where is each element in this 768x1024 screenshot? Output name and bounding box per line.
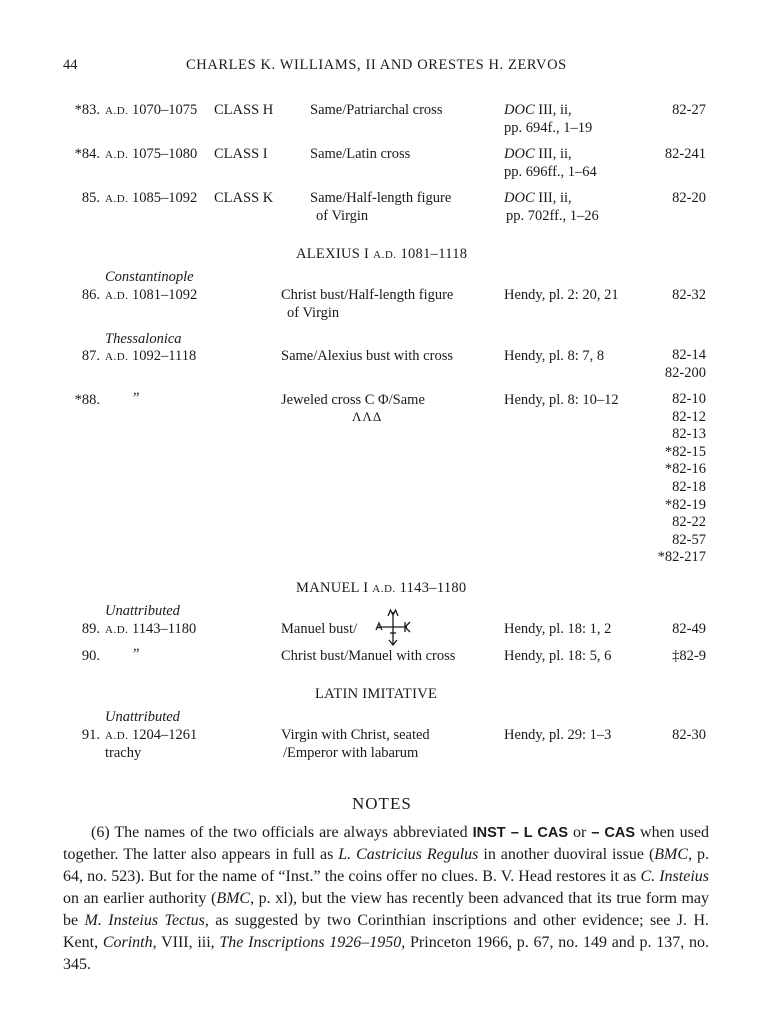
row-89-description: Manuel bust/ <box>281 621 358 637</box>
row-88-description: Jeweled cross C Φ/Same <box>281 392 425 408</box>
row-84-reference-pages: pp. 696ff., 1–64 <box>504 164 597 180</box>
catalog-entry: 82-12 <box>672 408 706 425</box>
row-83-class: CLASS H <box>214 102 274 118</box>
catalog-entry: 82-200 <box>664 364 706 381</box>
row-85-catalog: 82-20 <box>672 190 706 206</box>
row-91-date: A.D. 1204–1261 <box>105 727 198 743</box>
row-85-reference-pages: pp. 702ff., 1–26 <box>506 208 599 224</box>
row-87-description: Same/Alexius bust with cross <box>281 348 453 364</box>
row-91-description: Virgin with Christ, seated <box>281 727 430 743</box>
row-91-reference: Hendy, pl. 29: 1–3 <box>504 727 612 743</box>
row-91-number: 91. <box>81 727 100 743</box>
notes-title: NOTES <box>352 794 412 813</box>
catalog-entry: 82-10 <box>672 391 706 407</box>
note-paragraph: (6) The names of the two officials are always abbreviated INST – L CAS or – CAS when used together. The latter also appears in full as L. Castricius Regulus in another duoviral issue (BMC, p. 64, no. 523). But for the name of “Inst.” the coins offer no clues. B. V. Head restores it as C. Insteius on an earlier authority (BMC, p. xl), but the view has recently been advanced that its true form may be M. Insteius Tectus, as suggested by two Corinthian inscriptions and other evidence; see J. H. Kent, Corinth, VIII, iii, The Inscriptions 1926–1950, Princeton 1966, p. 67, no. 149 and p. 137, no. 345. <box>63 824 710 973</box>
mint-unattributed: Unattributed <box>105 709 180 725</box>
row-88-reference: Hendy, pl. 8: 10–12 <box>504 392 619 408</box>
row-85-date: A.D. 1085–1092 <box>105 190 198 206</box>
row-84-number: *84. <box>74 146 100 162</box>
row-88-catalog-list <box>650 391 706 567</box>
mint-thessalonica: Thessalonica <box>105 331 182 347</box>
row-89-reference: Hendy, pl. 18: 1, 2 <box>504 621 612 637</box>
row-84-description: Same/Latin cross <box>310 146 411 162</box>
row-90-reference: Hendy, pl. 18: 5, 6 <box>504 648 612 664</box>
page-number: 44 <box>63 57 78 73</box>
row-88-monogram: ΛΛΔ <box>352 409 383 424</box>
row-84-catalog: 82-241 <box>664 146 706 162</box>
running-title: CHARLES K. WILLIAMS, II AND ORESTES H. ZERVOS <box>186 57 567 73</box>
row-90-ditto: ” <box>133 646 140 662</box>
row-85-reference: DOC III, ii, <box>504 190 572 206</box>
row-89-date: A.D. 1143–1180 <box>105 621 197 637</box>
row-83-date: A.D. 1070–1075 <box>105 102 198 118</box>
row-88-number: *88. <box>74 392 100 408</box>
row-85-description: Same/Half-length figure <box>310 190 452 206</box>
row-87-date: A.D. 1092–1118 <box>105 348 197 364</box>
row-87-number: 87. <box>81 348 100 364</box>
section-heading-alexius: ALEXIUS I A.D. 1081–1118 <box>296 246 468 262</box>
row-91-description-cont: /Emperor with labarum <box>283 745 419 761</box>
row-90-number: 90. <box>81 648 100 664</box>
row-89-number: 89. <box>81 621 100 637</box>
section-heading-latin-imitative: LATIN IMITATIVE <box>315 686 438 702</box>
row-89-catalog: 82-49 <box>672 621 706 637</box>
row-87-reference: Hendy, pl. 8: 7, 8 <box>504 348 605 364</box>
row-88-ditto: ” <box>133 390 140 406</box>
section-heading-manuel: MANUEL I A.D. 1143–1180 <box>296 580 467 596</box>
row-86-description: Christ bust/Half-length figure <box>281 287 454 303</box>
row-83-number: *83. <box>74 102 100 118</box>
row-85-description-cont: of Virgin <box>316 208 369 224</box>
row-91-denomination: trachy <box>105 745 142 761</box>
row-85-number: 85. <box>81 190 100 206</box>
row-85-class: CLASS K <box>214 190 274 206</box>
catalog-entry: 82-22 <box>672 514 706 531</box>
row-84-reference: DOC III, ii, <box>504 146 572 162</box>
row-87-catalog-list <box>650 347 706 382</box>
row-90-description: Christ bust/Manuel with cross <box>281 648 456 664</box>
row-83-reference-pages: pp. 694f., 1–19 <box>504 120 593 136</box>
catalog-entry: 82-14 <box>672 347 706 363</box>
row-84-class: CLASS I <box>214 146 268 162</box>
catalog-entry: *82-19 <box>664 496 706 513</box>
row-83-catalog: 82-27 <box>672 102 706 118</box>
monogram-cross-icon <box>372 606 414 648</box>
row-83-description: Same/Patriarchal cross <box>310 102 443 118</box>
catalog-entry: 82-13 <box>672 426 706 443</box>
row-86-reference: Hendy, pl. 2: 20, 21 <box>504 287 619 303</box>
row-86-number: 86. <box>81 287 100 303</box>
row-86-catalog: 82-32 <box>672 287 706 303</box>
mint-constantinople: Constantinople <box>105 269 194 285</box>
row-83-reference: DOC III, ii, <box>504 102 572 118</box>
row-84-date: A.D. 1075–1080 <box>105 146 198 162</box>
catalog-entry: *82-15 <box>664 443 706 460</box>
catalog-entry: 82-18 <box>672 478 706 495</box>
catalog-entry: *82-217 <box>657 549 706 566</box>
row-86-date: A.D. 1081–1092 <box>105 287 198 303</box>
catalog-entry: 82-57 <box>672 531 706 548</box>
row-86-description-cont: of Virgin <box>287 305 340 321</box>
row-90-catalog: ‡82-9 <box>672 648 706 664</box>
row-91-catalog: 82-30 <box>672 727 706 743</box>
mint-unattributed: Unattributed <box>105 603 180 619</box>
catalog-entry: *82-16 <box>664 461 706 478</box>
